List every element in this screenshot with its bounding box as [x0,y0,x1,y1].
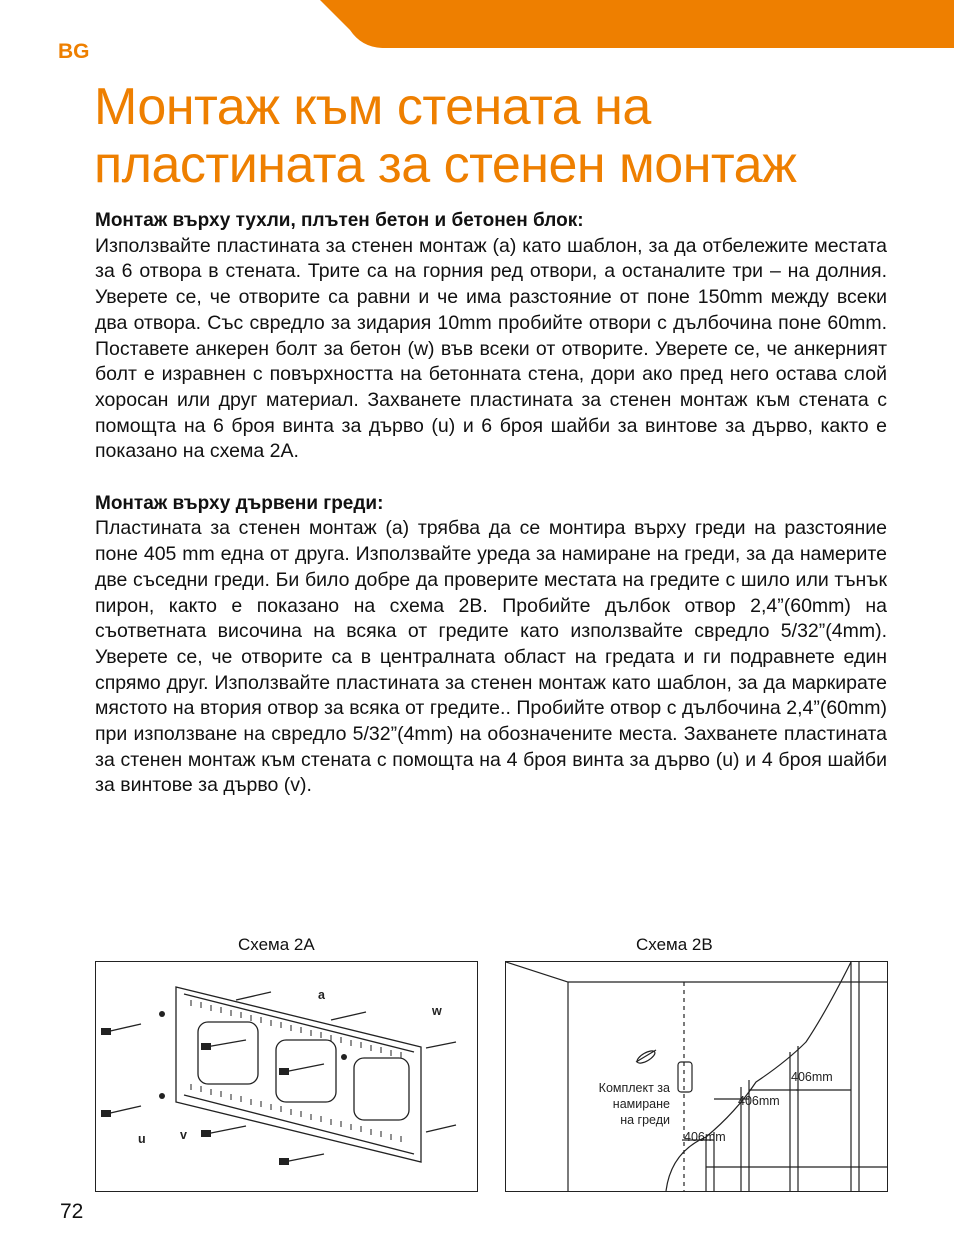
figure-2a-caption: Схема 2A [238,935,315,954]
wall-plate-illustration [96,962,477,1191]
stud-finder-label-line-2: намиране [612,1097,670,1111]
label-a: a [318,988,325,1002]
stud-finder-label [566,1080,670,1128]
dimension-label-bottom: 406mm [684,1130,726,1144]
dimension-label-middle: 406mm [738,1094,780,1108]
label-v: v [180,1128,187,1142]
page-title-line-2: пластината за стенен монтаж [94,136,797,194]
dimension-label-top: 406mm [791,1070,833,1084]
instructions [95,208,887,799]
section-body-wood: Пластината за стенен монтаж (a) трябва да се монтира върху греди на разстояние поне 405 mm една от друга. Използвайте уреда за намиране на греди, за да намерите две съседни греди. Би било добре да проверите местата на гредите с шило или тънък пирон, както е показано на схема 2B. Пробийте дълбок отвор 2,4”(60mm) на съответната височина на всяка от гредите като използвайте свредло 5/32”(4mm). Уверете се, че отворите са в централната област на гредата и ги подравнете един спрямо друг. Използвайте пластината за стенен монтаж като шаблон, за да маркирате мястото на втория отвор за всяка от гредите.. Пробийте отвор с дълбочина 2,4”(60mm) при използване на свредло 5/32”(4mm) на обозначените места. Захванете пластината за стенен монтаж към стената с помощта на 4 броя винта за дърво (u) и 4 броя шайби за винтове за дърво (v). [95,517,887,797]
stud-finder-label-line-1: Комплект за [598,1081,670,1095]
section-heading-brick: Монтаж върху тухли, плътен бетон и бетонен блок: [95,210,584,231]
figure-2b [505,961,888,1192]
language-code: BG [58,40,90,63]
figure-2b-caption: Схема 2B [636,935,713,954]
label-u: u [138,1132,146,1146]
figure-2a [95,961,478,1192]
section-body-brick: Използвайте пластината за стенен монтаж (a) като шаблон, за да отбележите местата за 6 отвора в стената. Трите са на горния ред отвори, а останалите три – на долния. Уверете се, че отворите са равни и че има разстояние от поне 150mm между всеки два отвора. Със свредло за зидария 10mm пробийте отвори с дълбочина поне 60mm. Поставете анкерен болт за бетон (w) във всеки от отворите. Уверете се, че анкерният болт е изравнен с повърхността на бетонната стена, дори ако пред него остава слой хоросан или друг материал. Захванете пластината за стенен монтаж към стената с помощта на 6 броя винта за дърво (u) и 6 броя шайби за винтове за дърво, както е показано на схема 2A. [95,234,887,463]
page-title [94,78,914,194]
stud-finder-label-line-3: на греди [620,1113,670,1127]
page-title-line-1: Монтаж към стената на [94,78,651,136]
section-heading-wood: Монтаж върху дървени греди: [95,492,384,514]
label-w: w [432,1004,442,1018]
page-number: 72 [60,1200,84,1223]
header-tab [0,0,954,48]
paragraph-gap [95,465,887,491]
